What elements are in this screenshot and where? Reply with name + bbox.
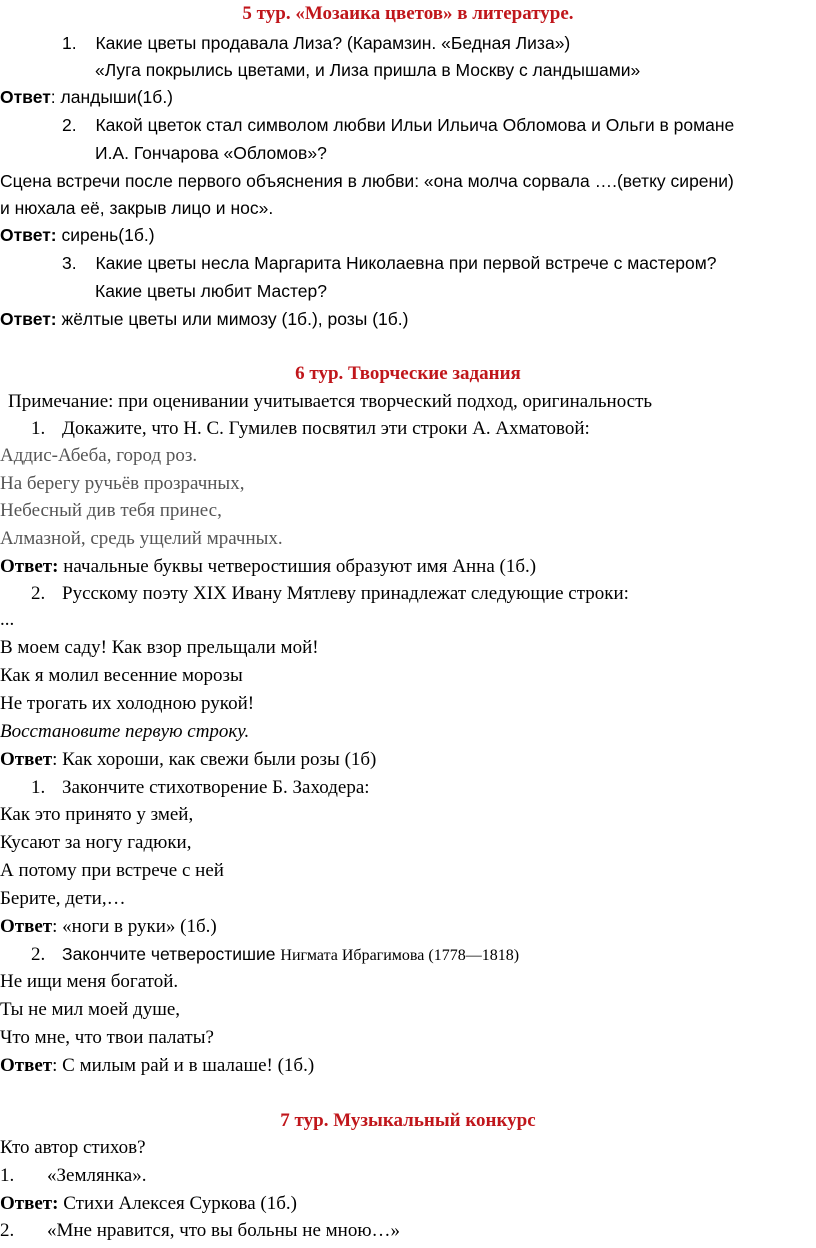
- poem-line: Ты не мил моей душе,: [0, 999, 181, 1020]
- list-number: 2.: [62, 115, 77, 135]
- poem-line: В моем саду! Как взор прельщали мой!: [0, 637, 319, 658]
- answer-label: Ответ:: [0, 225, 57, 245]
- task-1: [31, 417, 590, 441]
- list-number: 2.: [31, 944, 46, 965]
- answer-3: [0, 915, 217, 939]
- answer-text: : Как хороши, как свежи были розы (1б): [52, 749, 377, 770]
- task-2: [31, 582, 629, 606]
- answer-1: [0, 555, 536, 579]
- question-2: [0, 1219, 400, 1243]
- scene-text-continued: и нюхала её, закрыв лицо и нос».: [0, 198, 274, 218]
- poem-line: Небесный див тебя принес,: [0, 500, 222, 521]
- list-number: 2.: [0, 1220, 15, 1241]
- answer-text: : «ноги в руки» (1б.): [52, 916, 217, 937]
- answer-3: [0, 307, 409, 331]
- answer-label: Ответ:: [0, 1193, 59, 1214]
- question-3: [62, 251, 717, 275]
- task-author: Нигмата Ибрагимова (1778—1818): [280, 947, 520, 964]
- answer-label: Ответ: [0, 1055, 53, 1076]
- answer-2: [0, 223, 155, 247]
- question-text: Какие цветы продавала Лиза? (Карамзин. «Бедная Лиза»): [95, 33, 571, 53]
- list-number: 1.: [31, 777, 46, 798]
- task-text: Закончите стихотворение Б. Заходера:: [62, 777, 370, 798]
- question-text: «Землянка».: [47, 1165, 147, 1186]
- poem-line: ...: [0, 609, 15, 630]
- poem-line: Кусают за ногу гадюки,: [0, 832, 192, 853]
- question-text: «Мне нравится, что вы больны не мною…»: [47, 1220, 401, 1241]
- section-5-title: 5 тур. «Мозаика цветов» в литературе.: [242, 3, 574, 24]
- answer-text: сирень(1б.): [56, 225, 155, 245]
- answer-4: [0, 1054, 314, 1078]
- question-1: [0, 1164, 147, 1188]
- task-3: [31, 776, 370, 800]
- question-3-continued: Какие цветы любит Мастер?: [95, 281, 327, 301]
- list-number: 3.: [62, 253, 77, 273]
- section-6-title: 6 тур. Творческие задания: [295, 363, 521, 384]
- question-2-continued: И.А. Гончарова «Обломов»?: [95, 143, 327, 163]
- answer-text: : ландыши(1б.): [50, 87, 174, 107]
- task-instruction: [0, 720, 249, 744]
- poem-line: А потому при встрече с ней: [0, 860, 224, 881]
- poem-line: Алмазной, средь ущелий мрачных.: [0, 528, 283, 549]
- poem-line: Берите, дети,…: [0, 888, 126, 909]
- answer-1: [0, 85, 173, 109]
- answer-text: начальные буквы четверостишия образуют имя Анна (1б.): [58, 556, 537, 577]
- task-text: Докажите, что Н. С. Гумилев посвятил эти строки А. Ахматовой:: [62, 418, 590, 439]
- answer-label: Ответ: [0, 916, 53, 937]
- italic-text: Восстановите первую строку.: [0, 721, 250, 742]
- question-text: Какой цветок стал символом любви Ильи Ильича Обломова и Ольги в романе: [95, 115, 735, 135]
- poem-line: Что мне, что твои палаты?: [0, 1027, 214, 1048]
- question-2: [62, 113, 734, 137]
- question-1: [62, 31, 570, 55]
- task-text: Русскому поэту XIX Ивану Мятлеву принадлежат следующие строки:: [62, 583, 629, 604]
- poem-line: Как это принято у змей,: [0, 804, 194, 825]
- answer-text: жёлтые цветы или мимозу (1б.), розы (1б.): [56, 309, 409, 329]
- list-number: 1.: [0, 1165, 15, 1186]
- question-text: Какие цветы несла Маргарита Николаевна при первой встрече с мастером?: [95, 253, 717, 273]
- list-number: 1.: [62, 33, 77, 53]
- task-text: Закончите четверостишие: [62, 944, 281, 964]
- answer-label: Ответ: [0, 749, 53, 770]
- intro-text: Кто автор стихов?: [0, 1137, 146, 1158]
- task-4: [31, 942, 519, 968]
- answer-text: Стихи Алексея Суркова (1б.): [58, 1193, 297, 1214]
- list-number: 2.: [31, 583, 46, 604]
- answer-label: Ответ: [0, 87, 51, 107]
- answer-label: Ответ:: [0, 556, 59, 577]
- answer-text: : С милым рай и в шалаше! (1б.): [52, 1055, 315, 1076]
- list-number: 1.: [31, 418, 46, 439]
- note: Примечание: при оценивании учитывается творческий подход, оригинальность: [8, 391, 653, 412]
- poem-line: Как я молил весенние морозы: [0, 665, 243, 686]
- answer-label: Ответ:: [0, 309, 57, 329]
- poem-line: Аддис-Абеба, город роз.: [0, 445, 198, 466]
- answer-2: [0, 748, 376, 772]
- section-7-title: 7 тур. Музыкальный конкурс: [280, 1110, 536, 1131]
- answer-1: [0, 1192, 297, 1216]
- scene-text: Сцена встречи после первого объяснения в любви: «она молча сорвала ….(ветку сирени): [0, 171, 734, 191]
- poem-line: Не трогать их холодною рукой!: [0, 693, 255, 714]
- quote: «Луга покрылись цветами, и Лиза пришла в Москву с ландышами»: [95, 60, 641, 80]
- poem-line: На берегу ручьёв прозрачных,: [0, 473, 245, 494]
- poem-line: Не ищи меня богатой.: [0, 971, 179, 992]
